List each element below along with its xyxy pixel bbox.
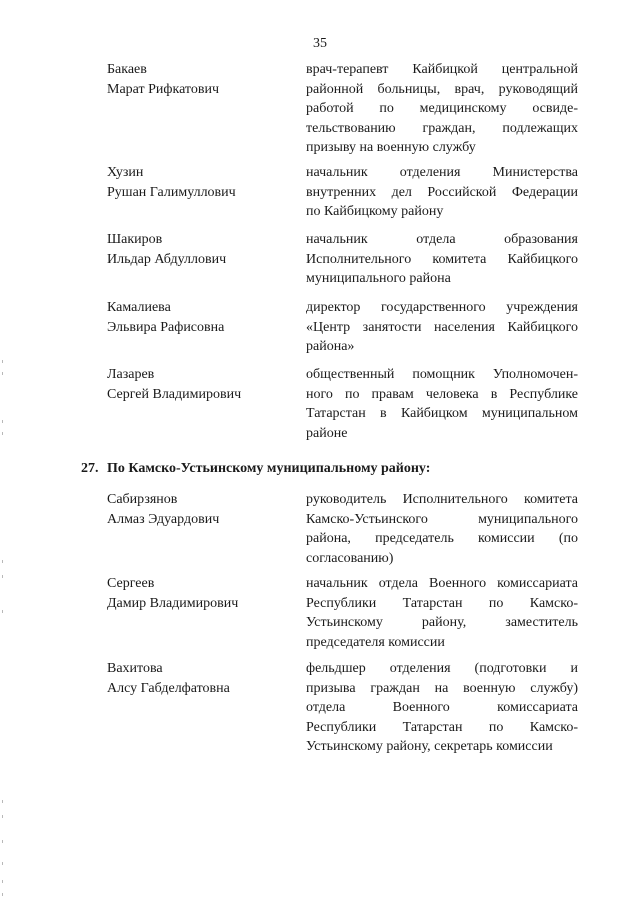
member-role	[306, 574, 578, 652]
role-line: района»	[306, 339, 355, 354]
role-line: начальник отдела Военного комиссариата	[306, 576, 578, 591]
role-line: начальник отделения Министерства	[306, 165, 578, 180]
member-surname: Сабирзянов	[107, 492, 178, 507]
member-role	[306, 365, 578, 443]
member-given-names: Рушан Галимуллович	[107, 184, 236, 200]
member-surname: Шакиров	[107, 232, 163, 247]
role-line: руководитель Исполнительного комитета	[306, 492, 578, 507]
section-heading	[81, 459, 430, 479]
member-surname: Камалиева	[107, 300, 171, 315]
member-role	[306, 490, 578, 568]
member-given-names: Эльвира Рафисовна	[107, 319, 225, 335]
role-line: муниципального района	[306, 271, 451, 286]
member-role	[306, 298, 578, 357]
role-line: тельствованию граждан, подлежащих	[306, 120, 578, 136]
member-given-names: Марат Рифкатович	[107, 81, 219, 97]
member-surname: Лазарев	[107, 367, 155, 382]
role-line: начальник отдела образования	[306, 232, 578, 247]
member-name	[107, 60, 297, 99]
role-line: Татарстан в Кайбицком муниципальном	[306, 406, 578, 421]
member-given-names: Ильдар Абдуллович	[107, 251, 227, 267]
role-line: призыву на военную службу	[306, 140, 476, 155]
role-line: Устьинскому району, заместитель	[306, 615, 578, 630]
role-line: общественный помощник Уполномочен-	[306, 367, 578, 382]
member-given-names: Сергей Владимирович	[107, 386, 242, 402]
role-line: отдела Военного комиссариата	[306, 700, 578, 715]
member-given-names: Алмаз Эдуардович	[107, 511, 220, 527]
member-name	[107, 230, 297, 269]
role-line: согласованию)	[306, 550, 394, 566]
role-line: районной больницы, врач, руководящий	[306, 81, 578, 97]
role-line: фельдшер отделения (подготовки и	[306, 661, 578, 676]
member-surname: Бакаев	[107, 62, 147, 77]
role-line: Республики Татарстан по Камско-	[306, 719, 578, 735]
role-line: призыва граждан на военную службу)	[306, 680, 578, 696]
member-name	[107, 298, 297, 337]
role-line: внутренних дел Российской Федерации	[306, 184, 578, 200]
role-line: районе	[306, 425, 348, 441]
role-line: Камско-Устьинского муниципального	[306, 511, 578, 527]
page-number: 35	[313, 36, 327, 51]
member-given-names: Алсу Габделфатовна	[107, 680, 230, 696]
role-line: ного по правам человека в Республике	[306, 386, 578, 402]
member-surname: Хузин	[107, 165, 144, 180]
role-line: работой по медицинскому освиде-	[306, 101, 578, 116]
role-line: по Кайбицкому району	[306, 204, 444, 219]
member-role	[306, 230, 578, 289]
member-role	[306, 659, 578, 757]
member-role	[306, 60, 578, 158]
role-line: Устьинскому району, секретарь комиссии	[306, 739, 553, 754]
role-line: председателя комиссии	[306, 634, 445, 650]
member-name	[107, 490, 297, 529]
member-role	[306, 163, 578, 222]
member-surname: Вахитова	[107, 661, 163, 676]
section-number: 27.	[81, 461, 99, 476]
member-name	[107, 659, 297, 698]
member-name	[107, 163, 297, 202]
member-name	[107, 365, 297, 404]
role-line: «Центр занятости населения Кайбицкого	[306, 319, 578, 335]
member-name	[107, 574, 297, 613]
role-line: Исполнительного комитета Кайбицкого	[306, 251, 578, 267]
member-given-names: Дамир Владимирович	[107, 595, 239, 611]
section-title: По Камско-Устьинскому муниципальному району:	[107, 461, 431, 476]
role-line: Республики Татарстан по Камско-	[306, 595, 578, 611]
role-line: врач-терапевт Кайбицкой центральной	[306, 62, 578, 77]
role-line: района, председатель комиссии (по	[306, 531, 578, 546]
role-line: директор государственного учреждения	[306, 300, 578, 315]
scan-edge-marks	[0, 0, 6, 905]
member-surname: Сергеев	[107, 576, 155, 591]
